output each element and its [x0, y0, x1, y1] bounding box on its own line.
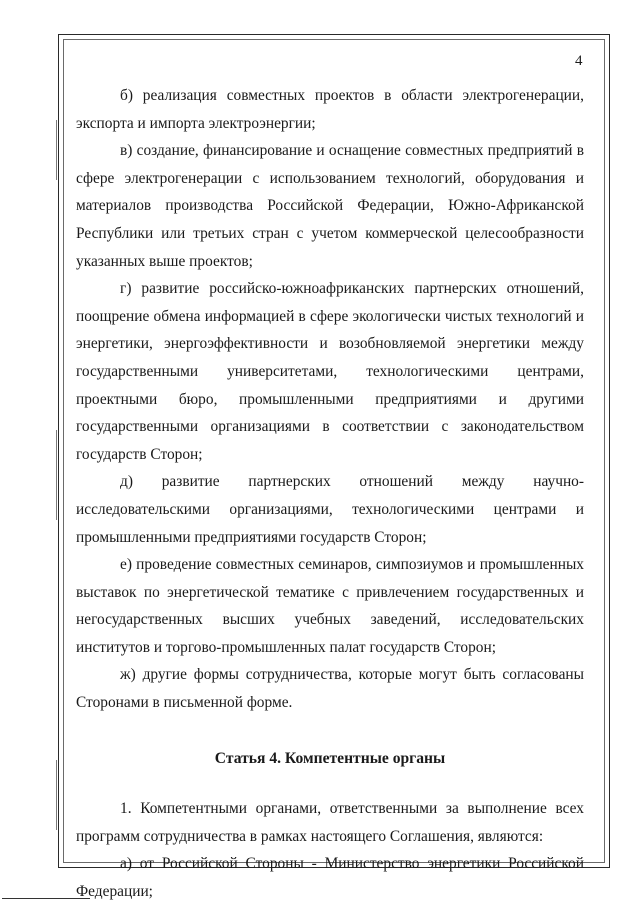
section-spacer: [76, 717, 584, 745]
paragraph-e: е) проведение совместных семинаров, симпозиумов и промышленных выставок по энергетической тематике с привлечением государственных и негосударственных высших учебных заведений, исследовательских институтов и торгово-промышленных палат государств Сторон;: [76, 556, 584, 656]
border-mark: [56, 430, 57, 520]
paragraph-zh: ж) другие формы сотрудничества, которые могут быть согласованы Сторонами в письменной форме.: [76, 666, 584, 712]
paragraph-b: б) реализация совместных проектов в области электрогенерации, экспорта и импорта электроэнергии;: [76, 87, 584, 132]
paragraph-a: а) от Российской Стороны - Министерство энергетики Российской Федерации;: [76, 855, 584, 901]
border-mark: [56, 120, 57, 180]
page-number: 4: [575, 53, 583, 69]
paragraph-g: г) развитие российско-южноафриканских партнерских отношений, поощрение обмена информацией в сфере экологически чистых технологий и энергетики, энергоэффективности и возобновляемой энергетики между государственными университетами, технологическими центрами, проектными бюро, промышленными предприятиями и другими государственными организациями в соответствии с законодательством государств Сторон;: [76, 280, 584, 463]
section-spacer: [76, 772, 584, 795]
paragraph-v: в) создание, финансирование и оснащение совместных предприятий в сфере электрогенерации с использованием технологий, оборудования и материалов производства Российской Федерации, Южно-Африканской Республики или третьих стран с учетом коммерческой целесообразности указанных выше проектов;: [76, 142, 584, 270]
paragraph-1: 1. Компетентными органами, ответственными за выполнение всех программ сотрудничества в рамках настоящего Соглашения, являются:: [76, 800, 584, 845]
paragraph-d: д) развитие партнерских отношений между научно-исследовательскими организациями, технологическими центрами и промышленными предприятиями государств Сторон;: [76, 473, 584, 546]
border-mark: [56, 760, 57, 830]
document-body: [76, 82, 584, 906]
article-heading: Статья 4. Компетентные органы: [214, 749, 446, 767]
